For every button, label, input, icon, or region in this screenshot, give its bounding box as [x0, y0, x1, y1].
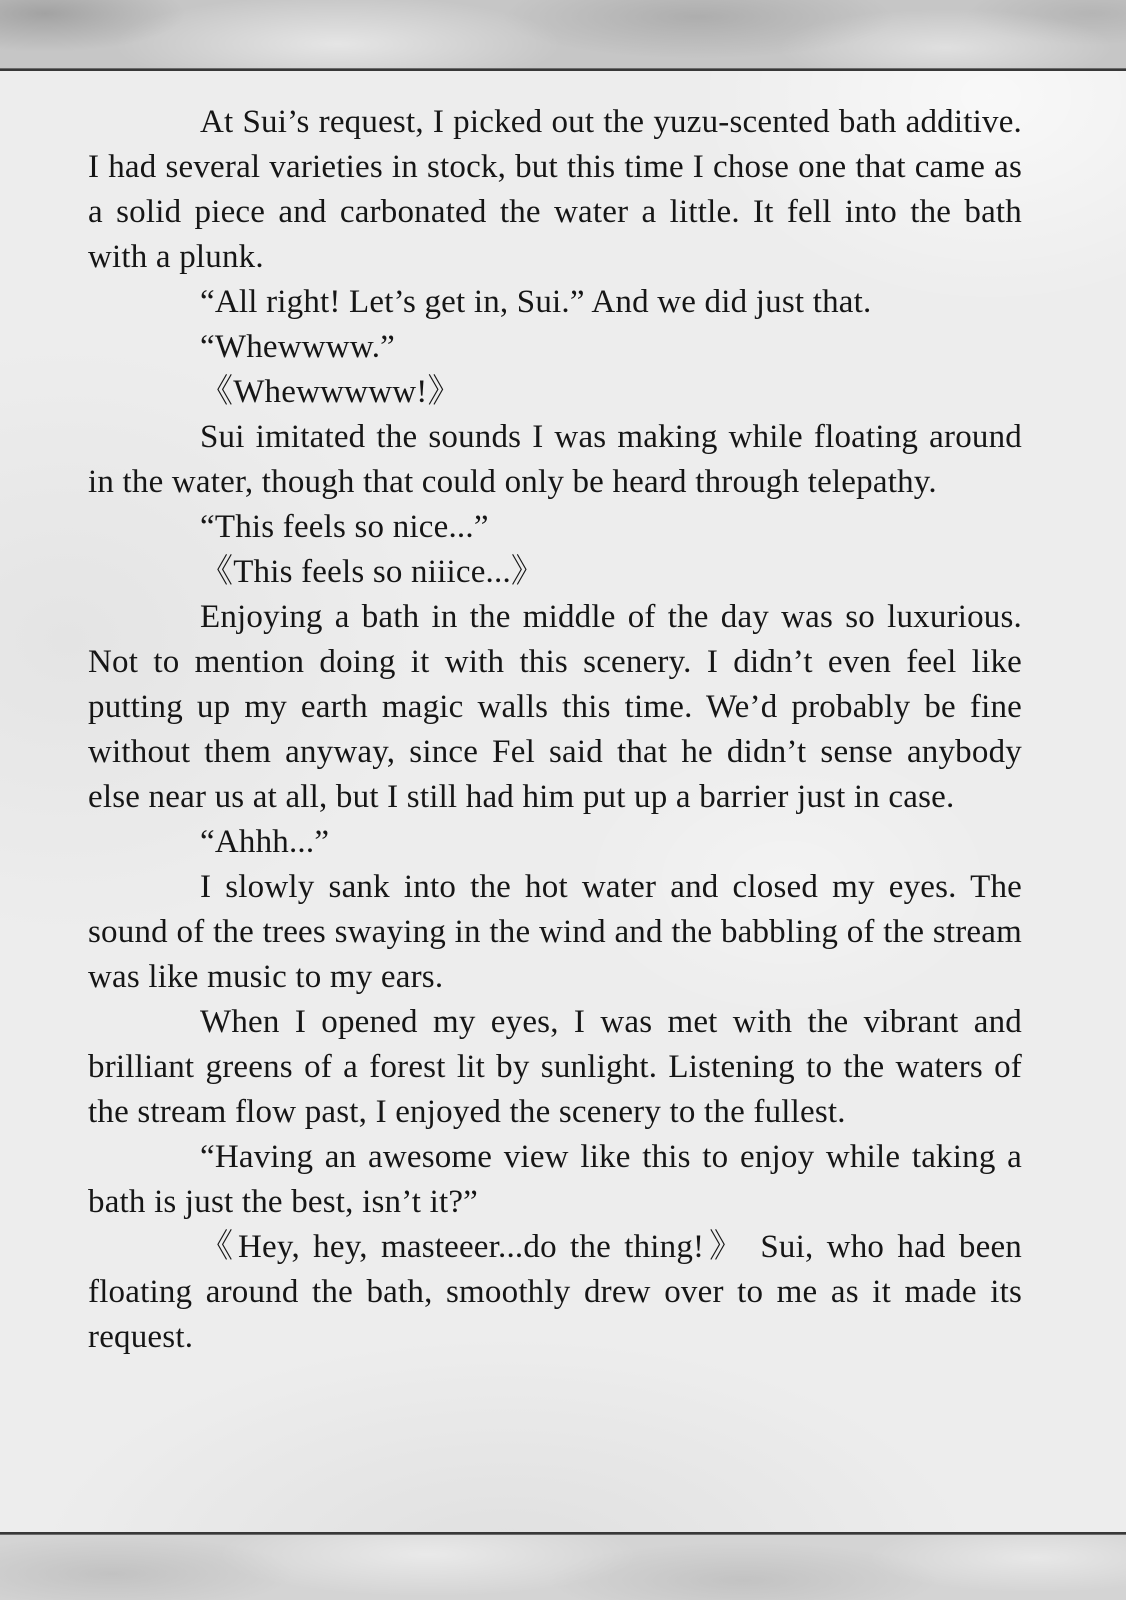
- paragraph: 《This feels so niiice...》: [200, 554, 545, 590]
- paragraph: “Whewwww.”: [200, 329, 396, 365]
- paragraph: 《Hey, hey, masteeer...do the thing!》 Sui, who had been floating around the bath, smoothly drew over to me as it made its request.: [88, 1229, 1022, 1355]
- paragraph: Sui imitated the sounds I was making while floating around in the water, though that could only be heard through telepathy.: [88, 419, 1022, 500]
- paragraph: 《Whewwwww!》: [200, 374, 461, 410]
- paragraph: “This feels so nice...”: [200, 509, 489, 545]
- page-text-block: [0, 71, 1126, 1532]
- paragraph: “All right! Let’s get in, Sui.” And we did just that.: [200, 284, 872, 320]
- paragraph: When I opened my eyes, I was met with the vibrant and brilliant greens of a forest lit by sunlight. Listening to the waters of the stream flow past, I enjoyed the scenery to the fullest.: [88, 1004, 1022, 1130]
- paragraph: Enjoying a bath in the middle of the day was so luxurious. Not to mention doing it with this scenery. I didn’t even feel like putting up my earth magic walls this time. We’d probably be fine without them anyway, since Fel said that he didn’t sense anybody else near us at all, but I still had him put up a barrier just in case.: [88, 599, 1022, 815]
- page-bottom-margin-band: [0, 1535, 1126, 1600]
- paragraph: “Ahhh...”: [200, 824, 330, 860]
- paragraph: At Sui’s request, I picked out the yuzu-scented bath additive. I had several varieties in stock, but this time I chose one that came as a solid piece and carbonated the water a little. It fell into the bath with a plunk.: [88, 104, 1022, 275]
- paragraph: “Having an awesome view like this to enjoy while taking a bath is just the best, isn’t it?”: [88, 1139, 1022, 1220]
- page-top-margin-band: [0, 0, 1126, 68]
- paragraph: I slowly sank into the hot water and closed my eyes. The sound of the trees swaying in the wind and the babbling of the stream was like music to my ears.: [88, 869, 1022, 995]
